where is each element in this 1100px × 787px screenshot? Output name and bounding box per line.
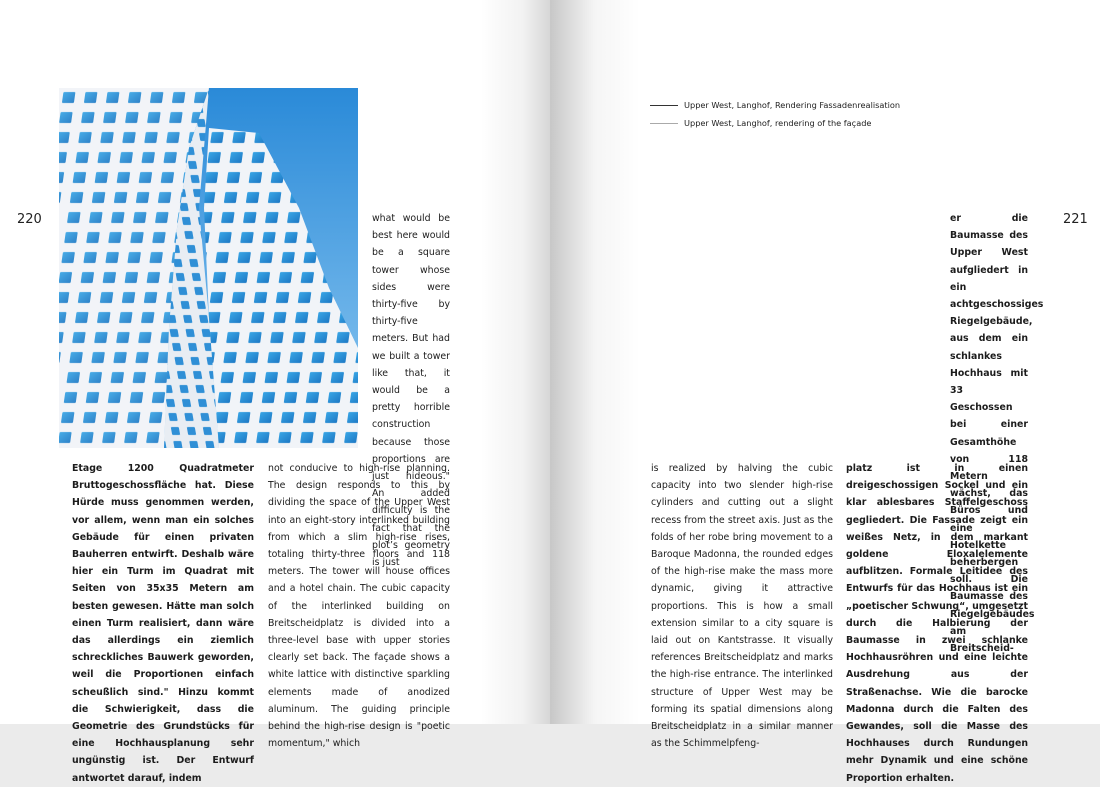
right-page (550, 0, 1100, 784)
caption-rule (650, 123, 678, 124)
page-number-right: 221 (1063, 212, 1088, 227)
upper-west-facade-photo (59, 88, 358, 448)
caption-en-text: Upper West, Langhof, rendering of the façade (684, 118, 872, 128)
text-top-de: er die Baumasse des Upper West aufgliedert in ein achtgeschossiges Riegelgebäude, aus dem ein schlankes Hochhaus mit 33 Geschossen bei einer Gesamthöhe von 118 Metern wächst, das Büros und eine Hotelkette beherbergen soll. Die Baumasse des Riegelgebäudes am Breitscheid- (950, 213, 1044, 655)
column-en: is realized by halving the cubic capacity into two slender high-rise cylinders and cutting out a slight recess from the street axis. Just as the folds of her robe bring movement to a Baroque Madonna, the rounded edges of the high-rise make the mass more dynamic, giving it attractive proportions. This is how a small extension similar to a city square is laid out on Kantstrasse. It visually references Breitscheidplatz and marks the high-rise entrance. The interlinked structure of Upper West may be forming its spatial dimensions along Breitscheidplatz in a similar manner as the Schimmelpfeng- (651, 463, 833, 750)
caption-de-text: Upper West, Langhof, Rendering Fassadenrealisation (684, 100, 901, 110)
column-de: platz ist in einen dreigeschossigen Sockel und ein klar ablesbares Staffelgeschoss gegliedert. Die Fassade zeigt ein weißes Netz, in dem markant goldene Eloxalelemente aufblitzen. Formale Leitidee des Entwurfs für das Hochhaus ist ein „poetischer Schwung“, umgesetzt durch die Halbierung der Baumasse in zwei schlanke Hochhausröhren und eine leichte Ausdrehung aus der Straßenachse. Wie die barocke Madonna durch die Falten des Gewandes, soll die Masse des Hochhauses durch Rundungen mehr Dynamik und eine schöne Proportion erhalten. (846, 463, 1028, 784)
text-beside-image: what would be best here would be a square tower whose sides were thirty-five by thirty-five meters. But had we built a tower like that, it would be a pretty horrible construction because those proportions are just hideous." An added difficulty is the fact that the plot’s geometry is just (372, 213, 450, 569)
column-de: Etage 1200 Quadratmeter Bruttogeschossfläche hat. Diese Hürde muss genommen werden, vor allem, wenn man ein solches Gebäude für einen privaten Bauherren entwirft. Deshalb wäre hier ein Turm im Quadrat mit Seiten von 35x35 Metern am besten gewesen. Hätte man solch einen Turm realisiert, dann wäre das allerdings ein ziemlich schreckliches Bauwerk geworden, weil die Proportionen einfach scheußlich sind." Hinzu kommt die Schwierigkeit, dass die Geometrie des Grundstücks für eine Hochhausplanung sehr ungünstig ist. Der Entwurf antwortet darauf, indem (72, 463, 254, 784)
gutter-shadow (550, 0, 640, 724)
gutter-shadow (480, 0, 550, 724)
caption-en (650, 118, 871, 128)
caption-rule (650, 105, 678, 106)
caption-de (650, 100, 900, 110)
page-number-left: 220 (17, 212, 42, 227)
left-page (0, 0, 550, 784)
column-en: not conducive to high-rise planning. The design responds to this by dividing the space of the Upper West into an eight-story interlinked building from which a slim high-rise rises, totaling thirty-three floors and 118 meters. The tower will house offices and a hotel chain. The cubic capacity of the interlinked building on Breitscheidplatz is divided into a three-level base with upper stories clearly set back. The façade shows a white lattice with distinctive sparkling elements made of anodized aluminum. The guiding principle behind the high-rise design is "poetic momentum," which (268, 463, 450, 750)
